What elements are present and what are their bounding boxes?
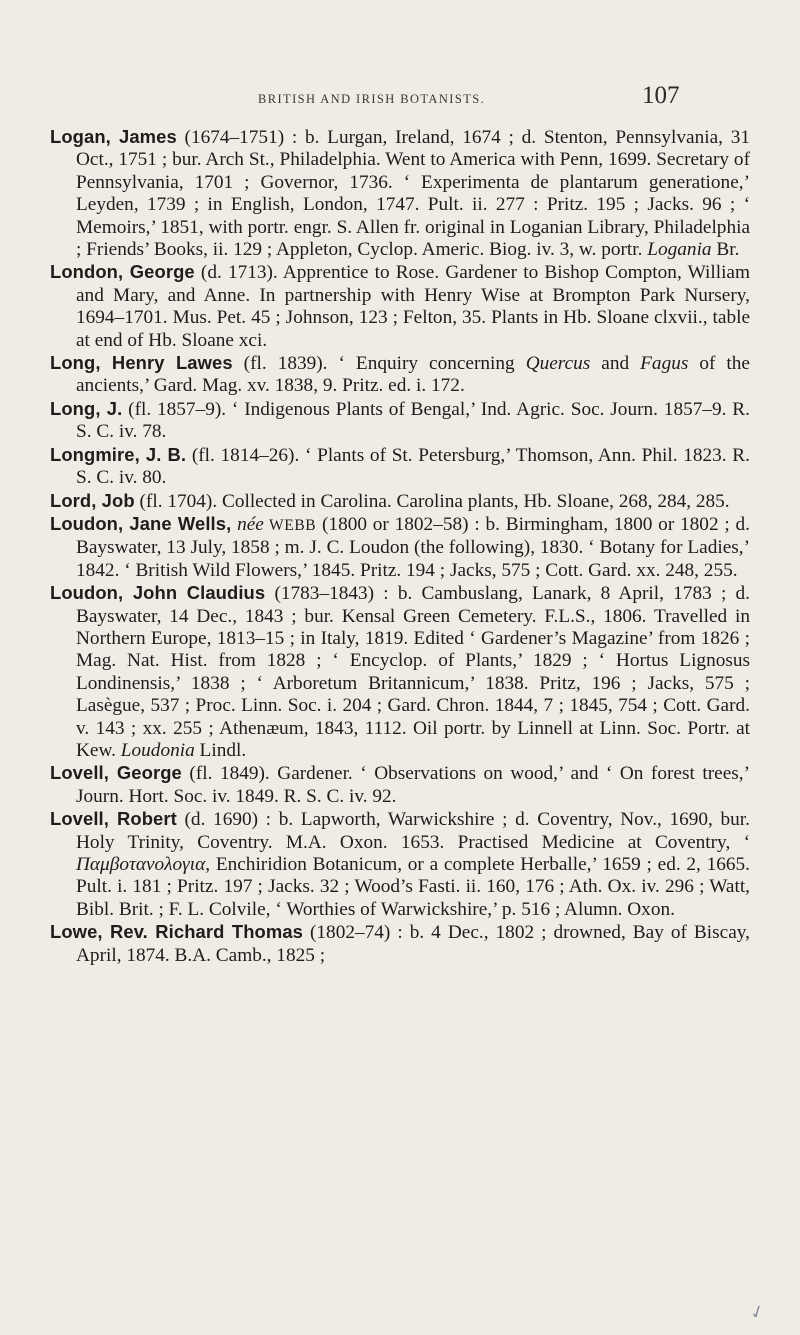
entry-text: Br. [711,239,740,261]
entries-list [50,126,750,967]
page-number: 107 [642,82,680,109]
entry-text: (d. 1713). Apprentice to Rose. Gardener to Bishop Compton, William and Mary, and Anne. In partnership with Henry Wise at Brompton Park Nursery, 1694–1701. Mus. Pet. 45 ; Johnson, 123 ; Felton, 35. Plants in Hb. Sloane clxvii., table at end of Hb. Sloane xci. [76,262,750,351]
entry-text: (fl. 1857–9). ‘ Indigenous Plants of Bengal,’ Ind. Agric. Soc. Journ. 1857–9. R. S. C. iv. 78. [76,398,750,443]
pencil-check-mark-icon: ✓ [746,1300,768,1325]
entry-text: (fl. 1814–26). ‘ Plants of St. Petersburg,’ Thomson, Ann. Phil. 1823. R. S. C. iv. 80. [76,444,750,489]
entry-longmire-j-b [50,444,750,490]
entry-italic-term: Loudonia [120,739,195,761]
entry-name: Long, J. [50,397,123,419]
entry-name: Long, Henry Lawes [50,352,233,374]
entry-name: London, George [50,261,195,283]
entry-italic-term: Fagus [640,353,689,375]
entry-lovell-robert [50,808,750,921]
entry-text: and [590,353,641,375]
entry-name: Lovell, Robert [50,808,177,830]
entry-logan-james [50,126,750,261]
entry-italic-term: Quercus [525,353,591,375]
entry-name: Lovell, George [50,762,182,784]
entry-lovell-george [50,762,750,808]
running-head-title: BRITISH AND IRISH BOTANISTS. [258,92,486,106]
entry-text: (fl. 1704). Collected in Carolina. Carolina plants, Hb. Sloane, 268, 284, 285. [134,490,730,512]
entry-text: (1802–74) : b. 4 Dec., 1802 ; drowned, Bay of Biscay, April, 1874. B.A. Camb., 1825 ; [76,922,750,966]
entry-long-j [50,398,750,444]
entry-text: (fl. 1839). ‘ Enquiry concerning [232,353,526,375]
entry-italic-term: Logania [647,239,712,261]
entry-text: (fl. 1849). Gardener. ‘ Observations on wood,’ and ‘ On forest trees,’ Journ. Hort. Soc. iv. 1849. R. S. C. iv. 92. [76,763,750,807]
entry-text: of the ancients,’ Gard. Mag. xv. 1838, 9. Pritz. ed. i. 172. [76,353,750,397]
entry-text: (d. 1690) : b. Lapworth, Warwickshire ; d. Coventry, Nov., 1690, bur. Holy Trinity, Coventry. M.A. Oxon. 1653. Practised Medicine at Coventry, ‘ [76,809,750,853]
entry-name: Loudon, Jane Wells, [50,512,232,534]
entry-long-henry-lawes [50,352,750,398]
entry-name: Loudon, John Claudius [50,582,266,604]
entry-text: (1674–1751) : b. Lurgan, Ireland, 1674 ; d. Stenton, Pennsylvania, 31 Oct., 1751 ; bur. Arch St., Philadelphia. Went to America with Penn, 1699. Secretary of Pennsylvania, 1701 ; Governor, 1736. ‘ Experimenta de plantarum generatione,’ Leyden, 1739 ; in English, London, 1747. Pult. ii. 277 : Pritz. 195 ; Jacks. 96 ; ‘ Memoirs,’ 1851, with portr. engr. S. Allen fr. original in Loganian Library, Philadelphia ; Friends’ Books, ii. 129 ; Appleton, Cyclop. Americ. Biog. iv. 3, w. portr. [76,127,750,261]
entry-london-george [50,261,750,352]
entry-text: , Enchiridion Botanicum, or a complete Herballe,’ 1659 ; ed. 2, 1665. Pult. i. 181 ; Pritz. 197 ; Jacks. 32 ; Wood’s Fasti. ii. 160, 176 ; Ath. Ox. iv. 296 ; Watt, Bibl. Brit. ; F. L. Colvile, ‘ Worthies of Warwickshire,’ p. 516 ; Alumn. Oxon. [76,854,750,920]
entry-name: Logan, James [50,126,177,147]
entry-small-caps: WEBB [263,516,317,534]
entry-text: Lindl. [194,739,247,761]
entry-name: Longmire, J. B. [50,443,187,465]
entry-text: (1800 or 1802–58) : b. Birmingham, 1800 or 1802 ; d. Bayswater, 13 July, 1858 ; m. J. C. Loudon (the following), 1830. ‘ Botany for Ladies,’ 1842. ‘ British Wild Flowers,’ 1845. Pritz. 194 ; Jacks, 575 ; Cott. Gard. xx. 248, 255. [76,513,750,581]
entry-loudon-john-claudius [50,582,750,762]
running-head [0,80,800,120]
entry-lord-job [50,490,750,513]
entry-greek-title: Παμβοτανολογια [76,854,206,875]
entry-text: (1783–1843) : b. Cambuslang, Lanark, 8 April, 1783 ; d. Bayswater, 14 Dec., 1843 ; bur. Kensal Green Cemetery. F.L.S., 1806. Travelled in Northern Europe, 1813–15 ; in Italy, 1819. Edited ‘ Gardener’s Magazine’ from 1826 ; Mag. Nat. Hist. from 1828 ; ‘ Encyclop. of Plants,’ 1829 ; ‘ Hortus Lignosus Londinensis,’ 1838 ; ‘ Arboretum Britannicum,’ 1838. Pritz, 196 ; Jacks, 575 ; Lasègue, 537 ; Proc. Linn. Soc. i. 204 ; Gard. Chron. 1844, 7 ; 1845, 754 ; Cott. Gard. v. 143 ; xx. 255 ; Athenæum, 1843, 1112. Oil portr. by Linnell at Linn. Soc. Portr. at Kew. [76,583,750,761]
entry-italic-term: née [237,513,264,535]
entry-loudon-jane-wells [50,513,750,582]
entry-name: Lowe, Rev. Richard Thomas [50,921,303,943]
entry-name: Lord, Job [50,489,135,511]
entry-lowe-richard-thomas [50,921,750,967]
